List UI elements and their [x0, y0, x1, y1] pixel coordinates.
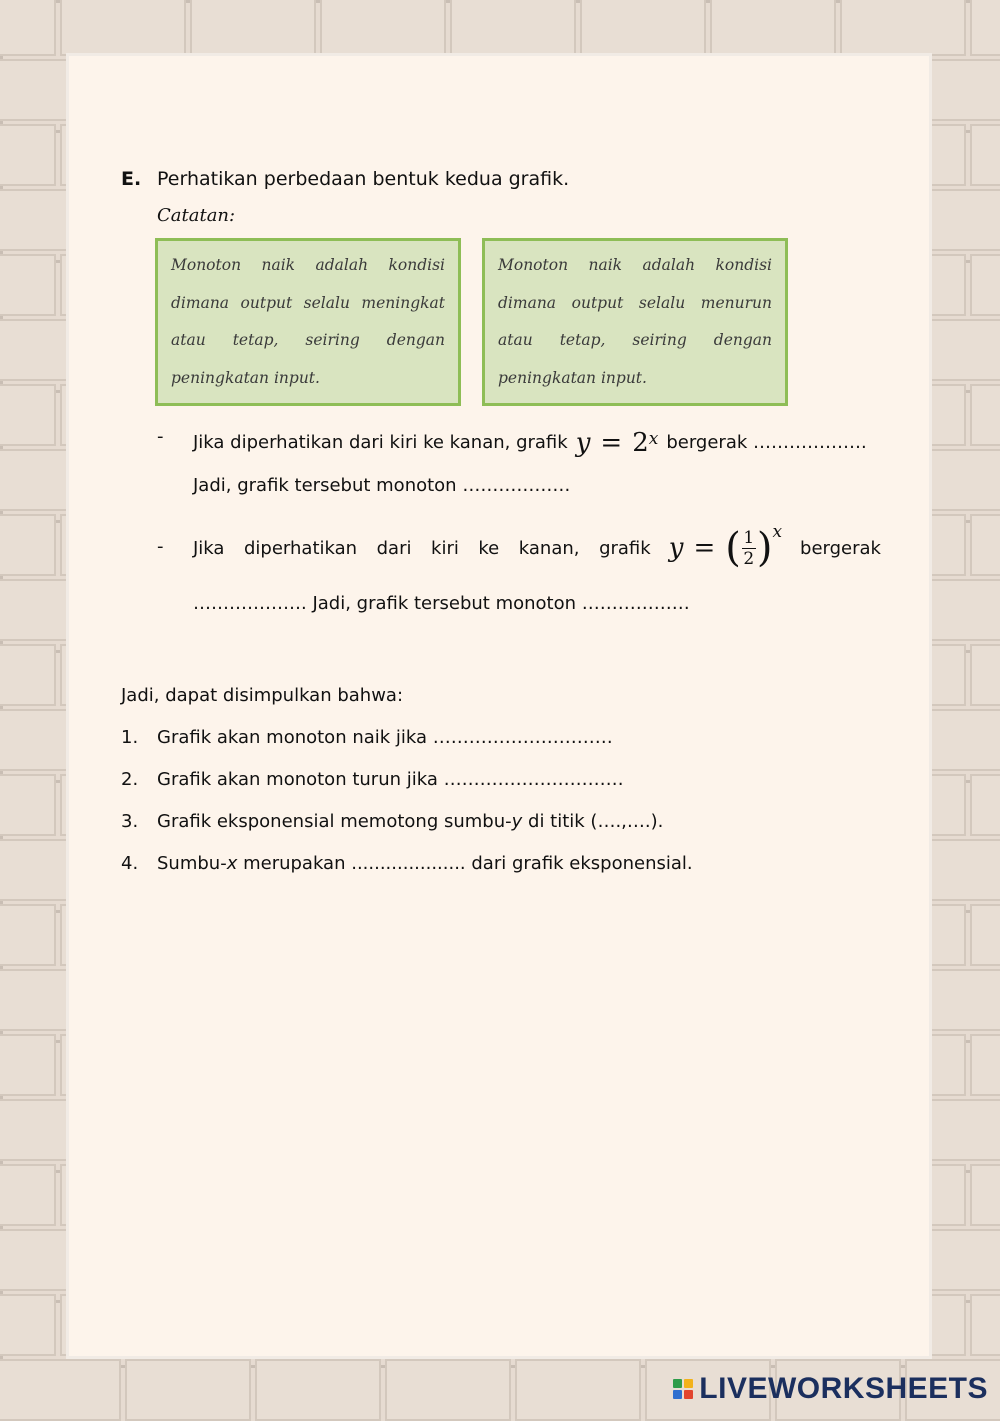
- item-text-b: merupakan .................... dari grafik eksponensial.: [237, 853, 693, 874]
- conclusion-item-1: [121, 724, 881, 752]
- brick: [970, 774, 1000, 836]
- item-text-b: di titik (….,….).: [522, 811, 664, 832]
- conclusion-item-2: [121, 766, 881, 794]
- brick: [580, 0, 706, 56]
- brick: [970, 254, 1000, 316]
- brick: [515, 1359, 641, 1421]
- word: kanan,: [518, 537, 580, 559]
- logo-square: [684, 1390, 693, 1399]
- brick: [0, 124, 56, 186]
- brick: [385, 1359, 511, 1421]
- conclusion-item-3: [121, 808, 881, 836]
- logo-square: [673, 1379, 682, 1388]
- bullet-item-1: [157, 426, 881, 500]
- conclusion-title: Jadi, dapat disimpulkan bahwa:: [121, 685, 404, 706]
- item-number: 3.: [121, 811, 139, 832]
- item-text: [157, 850, 693, 878]
- note-box-increasing: Monoton naik adalah kondisi dimana output selalu meningkat atau tetap, seiring dengan peningkatan input.: [155, 238, 461, 406]
- fraction-denominator: 2: [743, 548, 755, 569]
- brick: [450, 0, 576, 56]
- formula-2-pow-x: [576, 426, 659, 460]
- brick: [840, 0, 966, 56]
- item-text: Grafik akan monoton naik jika …………………………: [157, 727, 613, 748]
- word: ke: [478, 537, 500, 559]
- brick: [0, 384, 56, 446]
- brick: [0, 904, 56, 966]
- brick: [970, 0, 1000, 56]
- brick: [190, 0, 316, 56]
- logo-square: [684, 1379, 693, 1388]
- bullet-dash: -: [157, 426, 164, 447]
- formula-base: 2: [632, 428, 649, 458]
- brick-row: [0, 0, 1000, 56]
- brick: [255, 1359, 381, 1421]
- bullet-text-after: bergerak: [800, 537, 881, 559]
- formula-lhs: y: [668, 533, 684, 563]
- brick: [0, 644, 56, 706]
- brick: [125, 1359, 251, 1421]
- formula-equals: =: [600, 428, 623, 458]
- item-text-a: Grafik eksponensial memotong sumbu-: [157, 811, 512, 832]
- brick: [60, 0, 186, 56]
- bullet-text-after: bergerak ……………….: [666, 432, 867, 453]
- section-letter: E.: [121, 168, 142, 190]
- item-number: 4.: [121, 853, 139, 874]
- formula-equals: =: [693, 533, 716, 563]
- liveworksheets-logo-icon: [673, 1379, 693, 1399]
- brick: [970, 1034, 1000, 1096]
- word: Jika: [193, 537, 225, 559]
- brick: [0, 0, 56, 56]
- fraction-numerator: 1: [743, 527, 755, 548]
- brick: [0, 254, 56, 316]
- brick: [0, 1359, 121, 1421]
- item-text-a: Sumbu-: [157, 853, 227, 874]
- word: grafik: [599, 537, 651, 559]
- formula-close-paren: ): [756, 525, 773, 571]
- brick: [970, 384, 1000, 446]
- note-box-decreasing: Monoton naik adalah kondisi dimana output selalu menurun atau tetap, seiring dengan peningkatan input.: [482, 238, 788, 406]
- item-number: 1.: [121, 727, 139, 748]
- formula-open-paren: (: [725, 525, 741, 571]
- brick: [0, 1034, 56, 1096]
- word: dari: [376, 537, 412, 559]
- bullet-text-before: Jika diperhatikan dari kiri ke kanan, grafik: [193, 432, 568, 453]
- brick: [0, 774, 56, 836]
- brick: [710, 0, 836, 56]
- brick: [970, 514, 1000, 576]
- liveworksheets-logo[interactable]: [673, 1372, 988, 1406]
- brick: [970, 904, 1000, 966]
- logo-square: [673, 1390, 682, 1399]
- item-variable: y: [511, 811, 523, 832]
- bullet-item-2: [157, 518, 881, 618]
- brick: [0, 514, 56, 576]
- formula-exponent: x: [772, 522, 783, 542]
- brick: [970, 1164, 1000, 1226]
- formula-lhs: y: [575, 428, 591, 458]
- brick: [0, 1164, 56, 1226]
- word: kiri: [431, 537, 459, 559]
- formula-fraction: [742, 528, 756, 569]
- bullet-text-before: [193, 538, 651, 559]
- item-variable: x: [226, 853, 238, 874]
- formula-half-pow-x: [668, 522, 783, 571]
- brick: [970, 1294, 1000, 1356]
- section-heading-text: Perhatikan perbedaan bentuk kedua grafik.: [157, 168, 570, 190]
- bullet-line-2: Jadi, grafik tersebut monoton ………………: [193, 475, 571, 496]
- section-heading: [121, 165, 881, 193]
- conclusion-item-4: [121, 850, 881, 878]
- notes-label: Catatan:: [157, 205, 236, 226]
- brick: [970, 644, 1000, 706]
- item-text: Grafik akan monoton turun jika …………………………: [157, 769, 624, 790]
- bullet-line-2: ………………. Jadi, grafik tersebut monoton ………………: [193, 593, 690, 614]
- word: diperhatikan: [244, 537, 358, 559]
- section-e: [121, 165, 881, 618]
- liveworksheets-brand: LIVEWORKSHEETS: [699, 1372, 988, 1405]
- notes-row: [155, 238, 881, 406]
- item-text: [157, 808, 663, 836]
- item-number: 2.: [121, 769, 139, 790]
- brick: [320, 0, 446, 56]
- brick: [0, 1294, 56, 1356]
- formula-exponent: x: [648, 429, 659, 449]
- bullet-dash: -: [157, 536, 164, 557]
- conclusion-section: [121, 682, 881, 878]
- brick: [970, 124, 1000, 186]
